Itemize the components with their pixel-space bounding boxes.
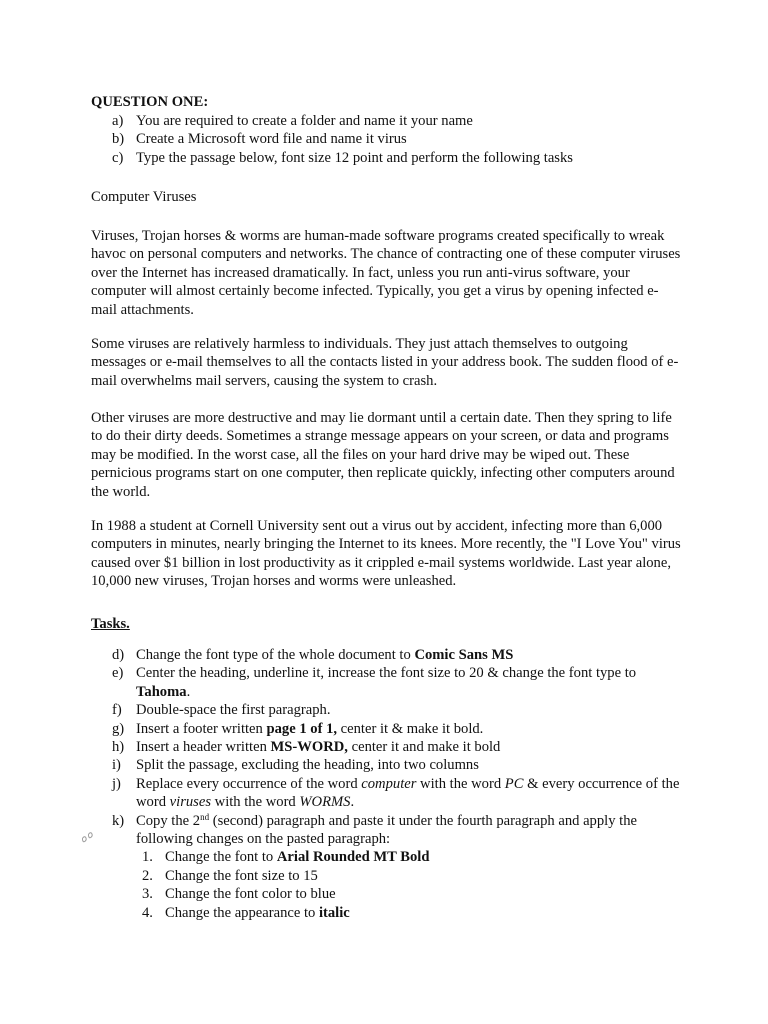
subtask-text: Change the font color to blue xyxy=(165,886,336,903)
subtask-emphasis: Arial Rounded MT Bold xyxy=(276,849,430,866)
pen-scribble-icon xyxy=(80,826,100,846)
question-list xyxy=(112,112,692,167)
task-item-e xyxy=(112,664,692,701)
task-italic-word: viruses xyxy=(169,794,212,811)
subtask-item xyxy=(142,904,692,922)
task-text: with the word xyxy=(416,775,505,792)
list-marker: 3. xyxy=(142,886,153,903)
list-item-text: Create a Microsoft word file and name it virus xyxy=(136,131,407,148)
task-text: Insert a footer written xyxy=(136,720,267,737)
task-item-j xyxy=(112,775,692,812)
list-item xyxy=(112,130,692,148)
passage-paragraph-1: Viruses, Trojan horses & worms are human-made software programs created specifically to wreak havoc on personal computers and networks. The chance of contracting one of these computer viruses over the Internet has increased dramatically. In fact, unless you run anti-virus software, your computer will almost certainly become infected. Typically, you get a virus by opening infected e-mail attachments. xyxy=(91,228,681,318)
task-italic-word: WORMS xyxy=(299,794,351,811)
subtask-item xyxy=(142,848,692,866)
list-item xyxy=(112,149,692,167)
list-item-text: You are required to create a folder and name it your name xyxy=(136,113,473,129)
task-text: Center the heading, underline it, increase the font size to 20 & change the font type to xyxy=(136,665,637,682)
passage-paragraph-4: In 1988 a student at Cornell University sent out a virus out by accident, infecting more than 6,000 computers in minutes, nearly bringing the Internet to its knees. More recently, the "I Love You" virus caused over $1 billion in lost productivity as it crippled e-mail systems worldwide. Last year alone, 10,000 new viruses, Trojan horses and worms were unleashed. xyxy=(91,518,681,590)
list-marker: b) xyxy=(112,131,125,148)
list-marker: e) xyxy=(112,665,124,682)
subtask-emphasis: italic xyxy=(318,904,350,921)
question-title: QUESTION ONE: xyxy=(91,94,209,110)
task-text: & every occurrence of the word xyxy=(136,775,680,811)
task-text: Copy the 2 xyxy=(136,812,201,829)
task-item-f xyxy=(112,701,692,719)
task-text-end: center it and make it bold xyxy=(347,739,501,756)
passage-paragraph-2: Some viruses are relatively harmless to individuals. They just attach themselves to outgoing messages or e-mail themselves to all the contacts listed in your address book. The sudden flood of e-mail overwhelms mail servers, causing the system to crash. xyxy=(91,336,679,389)
list-marker: 4. xyxy=(142,904,153,921)
task-item-d xyxy=(112,646,692,664)
list-marker: j) xyxy=(112,775,121,792)
task-item-g xyxy=(112,720,692,738)
task-text: with the word xyxy=(211,794,300,811)
list-marker: 1. xyxy=(142,849,153,866)
subtask-list xyxy=(142,848,692,922)
task-emphasis: MS-WORD, xyxy=(270,739,348,756)
task-text: Replace every occurrence of the word xyxy=(136,775,362,792)
task-text: Double-space the first paragraph. xyxy=(136,702,331,719)
task-superscript: nd xyxy=(200,811,210,822)
task-text: Insert a header written xyxy=(136,739,271,756)
passage-paragraph-3: Other viruses are more destructive and may lie dormant until a certain date. Then they spring to life to do their dirty deeds. Sometimes a strange message appears on your screen, or data and programs may be modified. In the worst case, all the files on your hard drive may be wiped out. These pernicious programs start on one computer, then replicate quickly, infecting other computers around the world. xyxy=(91,410,675,500)
list-marker: h) xyxy=(112,739,125,756)
list-marker: k) xyxy=(112,812,125,829)
task-emphasis: page 1 of 1, xyxy=(266,720,338,737)
task-text-end: . xyxy=(350,794,355,811)
subtask-item xyxy=(142,867,692,885)
list-item xyxy=(112,112,692,130)
task-text-end: center it & make it bold. xyxy=(337,720,484,737)
list-marker: a) xyxy=(112,113,124,129)
list-marker: c) xyxy=(112,149,124,166)
task-text: Change the font type of the whole document to xyxy=(136,647,415,663)
subtask-item xyxy=(142,885,692,903)
list-marker: d) xyxy=(112,647,125,663)
subtask-text: Change the font to xyxy=(165,849,277,866)
task-item-i xyxy=(112,756,692,774)
task-italic-word: PC xyxy=(504,775,524,792)
task-emphasis: Comic Sans MS xyxy=(414,647,514,663)
list-marker: i) xyxy=(112,757,121,774)
subtask-text: Change the font size to 15 xyxy=(165,867,318,884)
task-emphasis: Tahoma xyxy=(136,683,187,700)
task-list xyxy=(112,646,692,922)
list-marker: 2. xyxy=(142,867,153,884)
task-text-end: (second) paragraph and paste it under the fourth paragraph and apply the following changes on the pasted paragraph: xyxy=(136,812,637,848)
task-text: Split the passage, excluding the heading, into two columns xyxy=(136,757,479,774)
list-item-text: Type the passage below, font size 12 point and perform the following tasks xyxy=(136,149,573,166)
task-text-end: . xyxy=(186,683,191,700)
task-item-k xyxy=(112,812,692,922)
list-marker: f) xyxy=(112,702,122,719)
tasks-title: Tasks. xyxy=(91,616,130,632)
passage-heading: Computer Viruses xyxy=(91,189,197,205)
list-marker: g) xyxy=(112,720,125,737)
task-item-h xyxy=(112,738,692,756)
task-italic-word: computer xyxy=(361,775,417,792)
subtask-text: Change the appearance to xyxy=(165,904,319,921)
